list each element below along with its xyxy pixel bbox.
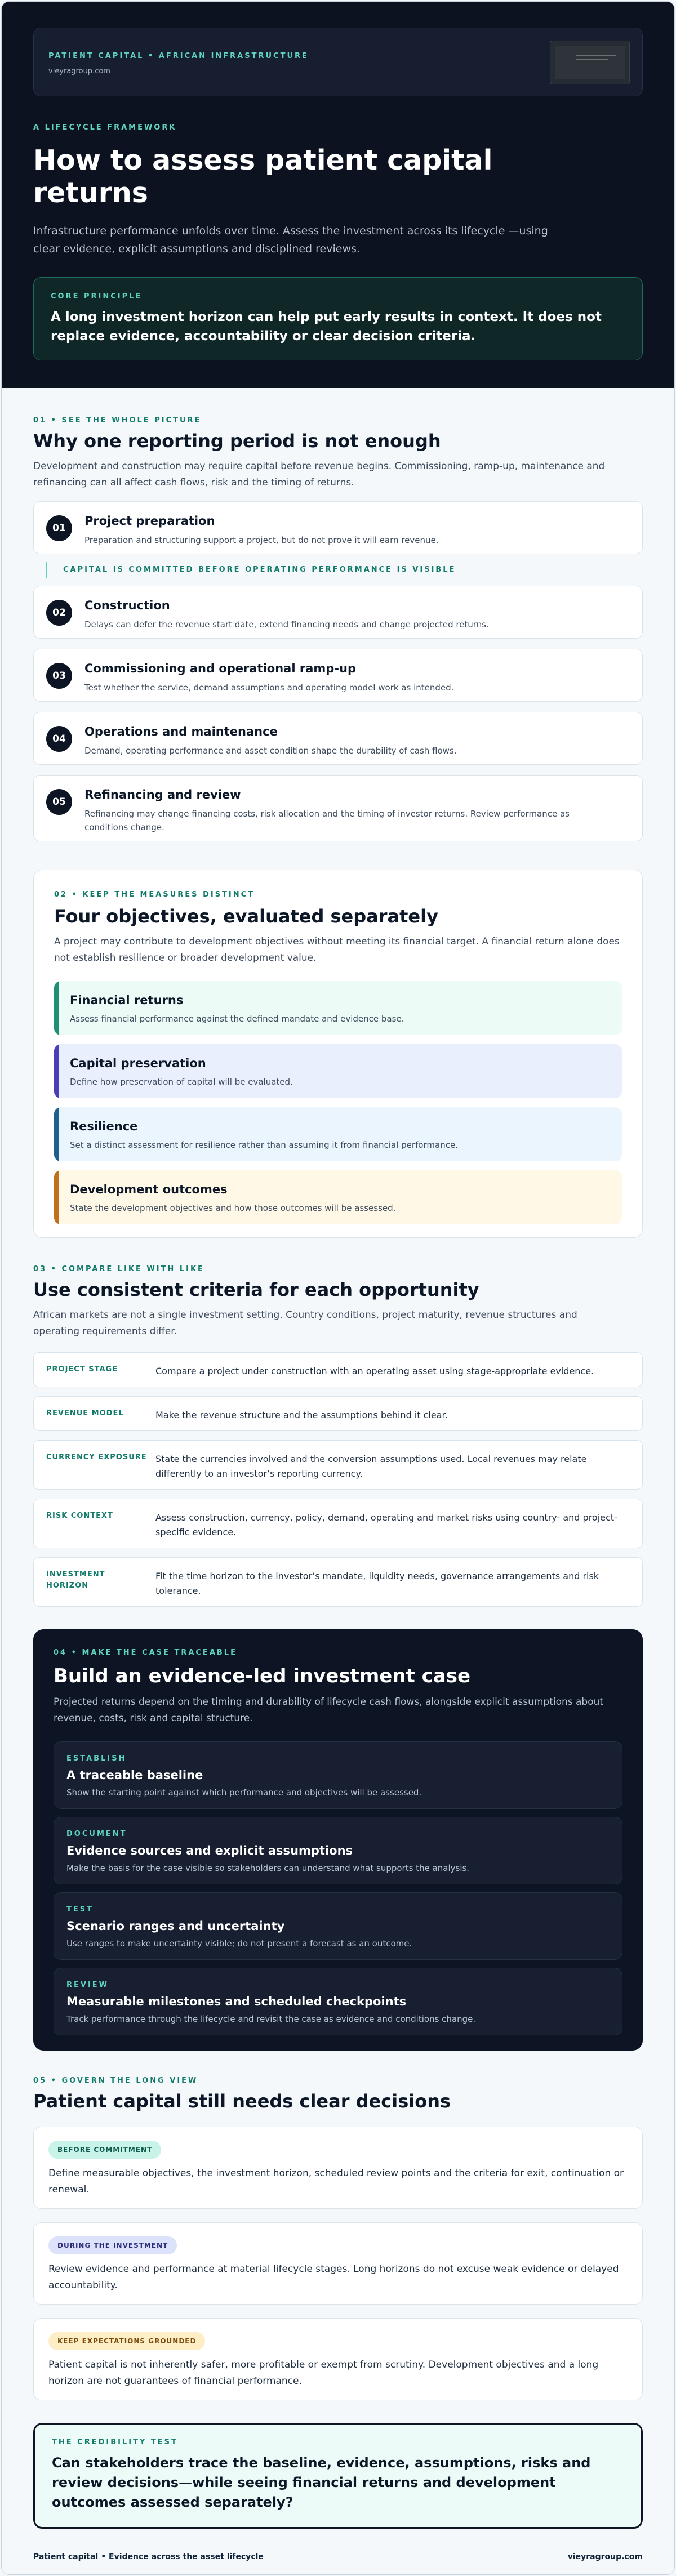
section-title: Patient capital still needs clear decisions [33, 2091, 451, 2112]
objective-title: Resilience [70, 1120, 138, 1133]
page-title: How to assess patient capital returns [33, 144, 493, 209]
section-kicker: 05 • GOVERN THE LONG VIEW [33, 2076, 198, 2085]
evidence-title: Evidence sources and explicit assumptions [66, 1844, 353, 1857]
section-lifecycle [2, 388, 674, 841]
evidence-description: Show the starting point against which performance and objectives will be assessed. [66, 1788, 422, 1798]
credibility-test-card [33, 2423, 643, 2529]
objective-description: Assess financial performance against the defined mandate and evidence base. [70, 1014, 404, 1024]
step-description: Refinancing may change financing costs, risk allocation and the timing of investor returns. Review performance as conditions change. [84, 809, 570, 832]
objective-card [54, 981, 622, 1035]
objective-card [54, 1107, 622, 1161]
criteria-text: State the currencies involved and the conversion assumptions used. Local revenues may relate differently to an investor’s reporting currency. [155, 1454, 587, 1479]
credibility-kicker: THE CREDIBILITY TEST [52, 2438, 178, 2446]
evidence-kicker: ESTABLISH [66, 1754, 127, 1763]
section-lede: Projected returns depend on the timing and durability of lifecycle cash flows, alongside explicit assumptions about revenue, costs, risk and capital structure. [54, 1696, 604, 1724]
criteria-label: PROJECT STAGE [46, 1365, 118, 1374]
footer-site-link[interactable]: vieyragroup.com [567, 2552, 643, 2561]
section-title: Four objectives, evaluated separately [54, 906, 438, 927]
brand-kicker: PATIENT CAPITAL • AFRICAN INFRASTRUCTURE [48, 52, 309, 60]
decision-card [33, 2127, 643, 2209]
evidence-description: Make the basis for the case visible so stakeholders can understand what supports the analysis. [66, 1863, 470, 1873]
step-title: Refinancing and review [84, 788, 241, 801]
thumbnail-line [576, 59, 608, 60]
decision-pill: KEEP EXPECTATIONS GROUNDED [48, 2332, 205, 2350]
step-number: 02 [46, 600, 72, 626]
credibility-question: Can stakeholders trace the baseline, evidence, assumptions, risks and review decisions—while seeing financial returns and development outcomes assessed separately? [52, 2455, 591, 2510]
evidence-list [54, 1741, 622, 2035]
criteria-label: CURRENCY EXPOSURE [46, 1453, 147, 1461]
evidence-kicker: REVIEW [66, 1981, 109, 1989]
criteria-text: Make the revenue structure and the assumptions behind it clear. [155, 1410, 448, 1420]
evidence-kicker: TEST [66, 1905, 94, 1914]
evidence-card [54, 1892, 622, 1960]
section-kicker: 03 • COMPARE LIKE WITH LIKE [33, 1265, 204, 1273]
criteria-label: REVENUE MODEL [46, 1409, 124, 1418]
objective-accent [54, 981, 59, 1035]
lifecycle-step [33, 649, 643, 702]
criteria-row [33, 1557, 643, 1607]
criteria-row [33, 1440, 643, 1490]
step-number: 01 [46, 515, 72, 541]
objective-description: State the development objectives and how those outcomes will be assessed. [70, 1203, 396, 1213]
objective-card [54, 1044, 622, 1098]
evidence-description: Use ranges to make uncertainty visible; do not present a forecast as an outcome. [66, 1938, 412, 1949]
decision-text: Define measurable objectives, the investment horizon, scheduled review points and the criteria for exit, continuation or renewal. [48, 2168, 624, 2195]
objective-description: Define how preservation of capital will be evaluated. [70, 1077, 293, 1087]
objective-description: Set a distinct assessment for resilience rather than assuming it from financial performance. [70, 1140, 458, 1150]
step-number: 05 [46, 789, 72, 815]
decision-text: Review evidence and performance at material lifecycle stages. Long horizons do not excuse weak evidence or delayed accountability. [48, 2263, 619, 2291]
section-lede: A project may contribute to development objectives without meeting its financial target. A financial return alone does not establish resilience or broader development value. [54, 936, 620, 964]
objective-accent [54, 1107, 59, 1161]
criteria-text: Assess construction, currency, policy, demand, operating and market risks using country- and project-specific evidence. [155, 1512, 617, 1537]
objective-card [54, 1170, 622, 1224]
decision-pill: DURING THE INVESTMENT [48, 2236, 177, 2254]
decisions-list [33, 2127, 643, 2400]
criteria-list [33, 1352, 643, 1607]
capital-divider: CAPITAL IS COMMITTED BEFORE OPERATING PERFORMANCE IS VISIBLE [46, 562, 643, 578]
section-lede: African markets are not a single investment setting. Country conditions, project maturity, revenue structures and operating requirements differ. [33, 1309, 577, 1337]
step-description: Delays can defer the revenue start date, extend financing needs and change projected returns. [84, 620, 489, 630]
step-title: Commissioning and operational ramp-up [84, 662, 356, 675]
lifecycle-step [33, 501, 643, 554]
evidence-card [54, 1968, 622, 2035]
decision-pill: BEFORE COMMITMENT [48, 2141, 161, 2159]
section-evidence [33, 1629, 643, 2051]
hero-lede: Infrastructure performance unfolds over time. Assess the investment across its lifecycle —using clear evidence, explicit assumptions and disciplined reviews. [33, 225, 548, 255]
step-title: Operations and maintenance [84, 725, 278, 738]
section-kicker: 02 • KEEP THE MEASURES DISTINCT [54, 890, 255, 899]
lifecycle-step [33, 775, 643, 841]
criteria-row [33, 1499, 643, 1548]
evidence-title: Scenario ranges and uncertainty [66, 1919, 285, 1933]
decision-card [33, 2222, 643, 2305]
principle-kicker: CORE PRINCIPLE [51, 292, 143, 301]
section-title: Why one reporting period is not enough [33, 430, 441, 452]
thumbnail-line [576, 55, 616, 56]
objective-accent [54, 1170, 59, 1224]
evidence-card [54, 1817, 622, 1884]
criteria-label: INVESTMENT HORIZON [46, 1570, 105, 1590]
section-title: Use consistent criteria for each opportunity [33, 1279, 479, 1300]
section-governance [2, 2051, 674, 2400]
brand-site[interactable]: vieyragroup.com [48, 67, 110, 75]
criteria-label: RISK CONTEXT [46, 1512, 113, 1520]
objective-title: Development outcomes [70, 1183, 228, 1196]
step-description: Test whether the service, demand assumptions and operating model work as intended. [84, 683, 454, 693]
evidence-kicker: DOCUMENT [66, 1830, 127, 1838]
objective-title: Capital preservation [70, 1057, 206, 1070]
section-kicker: 01 • SEE THE WHOLE PICTURE [33, 416, 202, 425]
objectives-list [54, 981, 622, 1224]
section-title: Build an evidence-led investment case [54, 1665, 471, 1687]
decision-text: Patient capital is not inherently safer, more profitable or exempt from scrutiny. Development objectives and a long horizon are not guarantees of financial performance. [48, 2359, 599, 2387]
evidence-title: Measurable milestones and scheduled checkpoints [66, 1995, 407, 2008]
hero-kicker: A LIFECYCLE FRAMEWORK [33, 123, 177, 132]
criteria-text: Compare a project under construction with an operating asset using stage-appropriate evidence. [155, 1366, 594, 1376]
section-lede: Development and construction may require capital before revenue begins. Commissioning, ramp-up, maintenance and refinancing can all affect cash flows, risk and the timing of returns. [33, 461, 605, 488]
criteria-row [33, 1352, 643, 1387]
step-description: Demand, operating performance and asset condition shape the durability of cash flows. [84, 746, 457, 756]
hero [2, 2, 674, 388]
lifecycle-step [33, 712, 643, 765]
section-objectives [33, 870, 643, 1238]
step-number: 04 [46, 726, 72, 752]
evidence-description: Track performance through the lifecycle and revisit the case as evidence and conditions change. [66, 2014, 476, 2024]
footer-caption: Patient capital • Evidence across the asset lifecycle [33, 2552, 264, 2561]
step-description: Preparation and structuring support a project, but do not prove it will earn revenue. [84, 535, 439, 545]
footer [2, 2535, 674, 2574]
evidence-card [54, 1741, 622, 1809]
step-title: Project preparation [84, 514, 215, 528]
step-title: Construction [84, 599, 170, 612]
page-shell [1, 1, 675, 2575]
objective-accent [54, 1044, 59, 1098]
brand-bar [33, 28, 643, 96]
section-criteria [2, 1238, 674, 1607]
objective-title: Financial returns [70, 993, 184, 1007]
core-principle-card [33, 277, 643, 360]
thumbnail-image [555, 46, 625, 79]
evidence-title: A traceable baseline [66, 1768, 203, 1782]
section-kicker: 04 • MAKE THE CASE TRACEABLE [54, 1648, 237, 1657]
step-number: 03 [46, 663, 72, 689]
criteria-text: Fit the time horizon to the investor’s mandate, liquidity needs, governance arrangements and risk tolerance. [155, 1571, 599, 1596]
criteria-row [33, 1396, 643, 1431]
header-thumbnail [550, 41, 630, 84]
principle-text: A long investment horizon can help put early results in context. It does not replace evidence, accountability or clear decision criteria. [51, 310, 602, 344]
lifecycle-step [33, 586, 643, 639]
decision-card [33, 2318, 643, 2400]
